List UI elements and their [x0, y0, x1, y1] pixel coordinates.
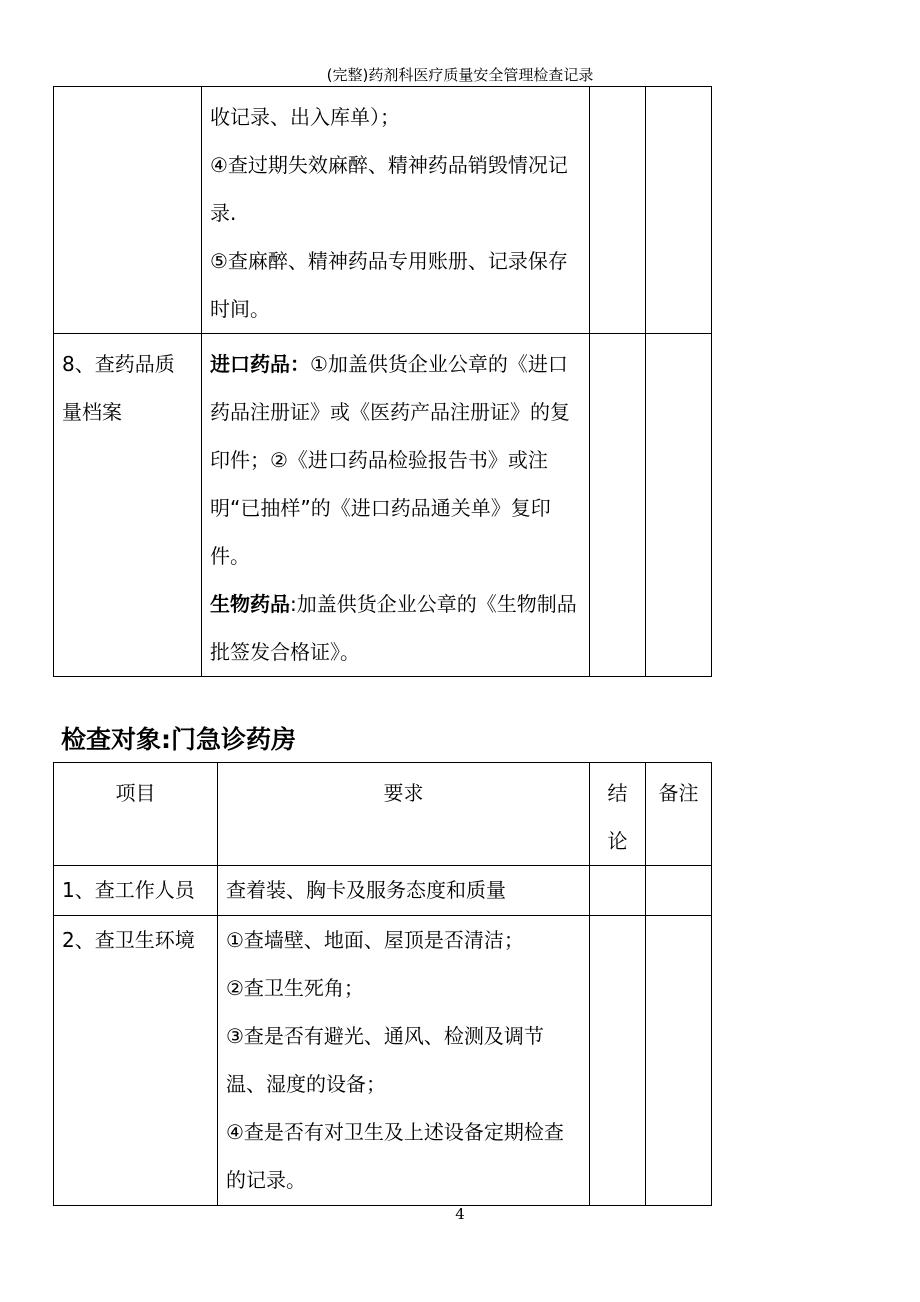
header-conclusion: 结论 — [590, 763, 646, 866]
page-header-title: (完整)药剂科医疗质量安全管理检查记录 — [326, 66, 594, 84]
conclusion-cell — [590, 866, 646, 916]
imported-drugs-label: 进口药品： — [210, 352, 310, 376]
table-row — [54, 87, 712, 334]
requirement-cell — [202, 334, 590, 677]
requirement-line: ④查是否有对卫生及上述设备定期检查的记录。 — [226, 1120, 564, 1192]
item-cell: 1、查工作人员 — [54, 866, 218, 916]
conclusion-cell — [590, 334, 646, 677]
item-label: 8、查药品质量档案 — [62, 352, 175, 424]
remarks-cell — [646, 334, 712, 677]
header-remarks: 备注 — [646, 763, 712, 866]
item-cell — [54, 334, 202, 677]
requirement-cell — [218, 916, 590, 1206]
remarks-cell — [646, 87, 712, 334]
requirement-paragraph-biological — [210, 580, 581, 676]
table-header-row — [54, 763, 712, 866]
requirement-line: ⑤查麻醉、精神药品专用账册、记录保存时间。 — [210, 249, 568, 321]
requirement-line: ③查是否有避光、通风、检测及调节温、湿度的设备； — [226, 1024, 544, 1096]
requirement-cell — [202, 87, 590, 334]
imported-drugs-text: ①加盖供货企业公章的《进口药品注册证》或《医药产品注册证》的复印件；②《进口药品检验报告书》或注明“已抽样”的《进口药品通关单》复印件。 — [210, 352, 570, 568]
remarks-cell — [646, 916, 712, 1206]
requirement-line: ④查过期失效麻醉、精神药品销毁情况记录. — [210, 153, 568, 225]
item-cell: 2、查卫生环境 — [54, 916, 218, 1206]
inspection-table-outpatient-pharmacy — [53, 762, 712, 1206]
conclusion-cell — [590, 87, 646, 334]
page-number: 4 — [455, 1205, 465, 1223]
biological-drugs-text: :加盖供货企业公章的《生物制品批签发合格证》。 — [210, 592, 577, 664]
inspection-table-pharmacy-continued — [53, 86, 712, 677]
requirement-line: 收记录、出入库单）； — [210, 105, 400, 129]
header-item: 项目 — [54, 763, 218, 866]
requirement-line: ①查墙壁、地面、屋顶是否清洁； — [226, 928, 524, 952]
requirement-line: ②查卫生死角； — [226, 976, 364, 1000]
item-cell — [54, 87, 202, 334]
table-row — [54, 866, 712, 916]
section-title: 检查对象:门急诊药房 — [61, 725, 296, 754]
requirement-cell: 查着装、胸卡及服务态度和质量 — [218, 866, 590, 916]
remarks-cell — [646, 866, 712, 916]
table-row — [54, 916, 712, 1206]
biological-drugs-label: 生物药品 — [210, 592, 290, 616]
conclusion-cell — [590, 916, 646, 1206]
header-requirement: 要求 — [218, 763, 590, 866]
requirement-paragraph-imported — [210, 340, 581, 580]
table-row — [54, 334, 712, 677]
